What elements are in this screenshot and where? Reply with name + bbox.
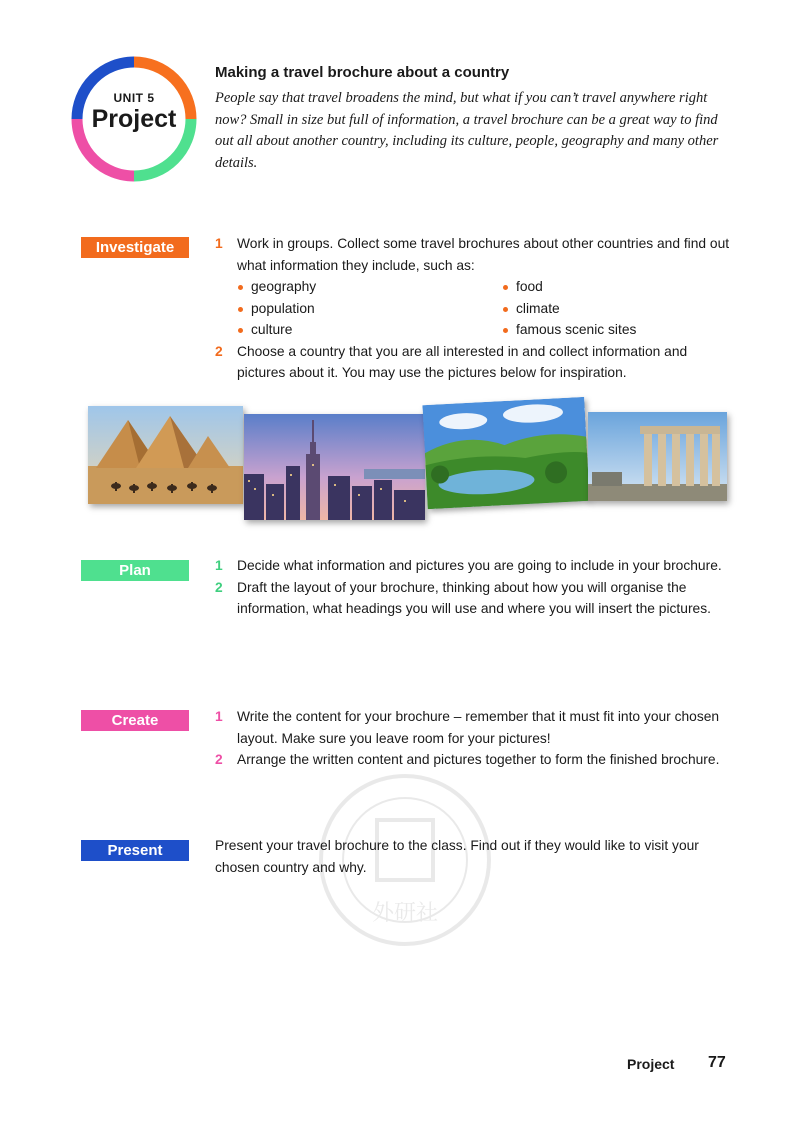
greek-temple-photo xyxy=(588,412,727,501)
create-item-1 xyxy=(215,706,735,749)
bullet-dot xyxy=(503,285,508,290)
plan-item-2 xyxy=(215,577,735,620)
intro-text: People say that travel broadens the mind, but what if you can’t travel anywhere right now? Small in size but full of information, a travel brochure can be a great way to find out all about another country, including its culture, people, geography and many other details. xyxy=(215,90,719,171)
bullet-item xyxy=(237,298,502,320)
unit-title: Project xyxy=(91,105,177,133)
bullet-text: culture xyxy=(251,322,293,337)
item-number: 1 xyxy=(215,558,223,573)
present-label: Present xyxy=(81,840,189,861)
bullet-item xyxy=(502,319,757,341)
unit-badge xyxy=(70,55,198,183)
item-text: Choose a country that you are all interested in and collect information and pictures about it. You may use the pictures below for inspiration. xyxy=(237,343,688,380)
create-label: Create xyxy=(81,710,189,731)
bullet-dot xyxy=(503,328,508,333)
plan-label: Plan xyxy=(81,560,189,581)
present-block xyxy=(215,835,735,878)
pyramids-photo xyxy=(88,406,243,504)
green-landscape-photo xyxy=(422,397,589,509)
bullet-dot xyxy=(238,285,243,290)
investigate-block xyxy=(215,233,735,384)
new-york-skyline-photo xyxy=(244,414,425,520)
present-text: Present your travel brochure to the class. Find out if they would like to visit your chosen country and why. xyxy=(215,838,699,875)
investigate-item-1 xyxy=(215,233,735,276)
item-text: Arrange the written content and pictures together to form the finished brochure. xyxy=(237,752,720,767)
bullet-dot xyxy=(238,307,243,312)
bullet-text: famous scenic sites xyxy=(516,322,637,337)
bullet-item xyxy=(237,319,502,341)
intro-title: Making a travel brochure about a country xyxy=(215,64,510,81)
bullet-item xyxy=(502,276,757,298)
bullet-item xyxy=(237,276,502,298)
investigate-item-2 xyxy=(215,341,735,384)
investigate-label: Investigate xyxy=(81,237,189,258)
plan-block xyxy=(215,555,735,620)
item-number: 2 xyxy=(215,579,223,595)
create-block xyxy=(215,706,735,771)
bullet-text: climate xyxy=(516,300,560,316)
bullet-text: population xyxy=(251,300,315,316)
bullet-dot xyxy=(503,307,508,312)
bullet-item xyxy=(502,298,757,320)
footer-label: Project xyxy=(627,1056,675,1072)
item-text: Decide what information and pictures you are going to include in your brochure. xyxy=(237,558,722,573)
create-item-2 xyxy=(215,749,735,771)
watermark-text: 外研社 xyxy=(371,901,439,926)
item-text: Draft the layout of your brochure, thinking about how you will organise the information, what headings you will use and where you will insert the pictures. xyxy=(237,579,711,616)
bullet-dot xyxy=(238,328,243,333)
item-text: Work in groups. Collect some travel brochures about other countries and find out what information they include, such as: xyxy=(237,236,730,273)
item-text: Write the content for your brochure – remember that it must fit into your chosen layout. Make sure you leave room for your pictures! xyxy=(237,709,720,746)
plan-item-1 xyxy=(215,555,735,577)
item-number: 2 xyxy=(215,752,223,767)
unit-label: UNIT 5 xyxy=(113,91,155,105)
item-number: 1 xyxy=(215,709,223,724)
bullet-text: food xyxy=(516,279,543,294)
item-number: 1 xyxy=(215,236,223,251)
item-number: 2 xyxy=(215,343,223,359)
investigate-bullets xyxy=(215,276,735,341)
page-number: 77 xyxy=(708,1054,726,1071)
bullet-text: geography xyxy=(251,279,317,294)
